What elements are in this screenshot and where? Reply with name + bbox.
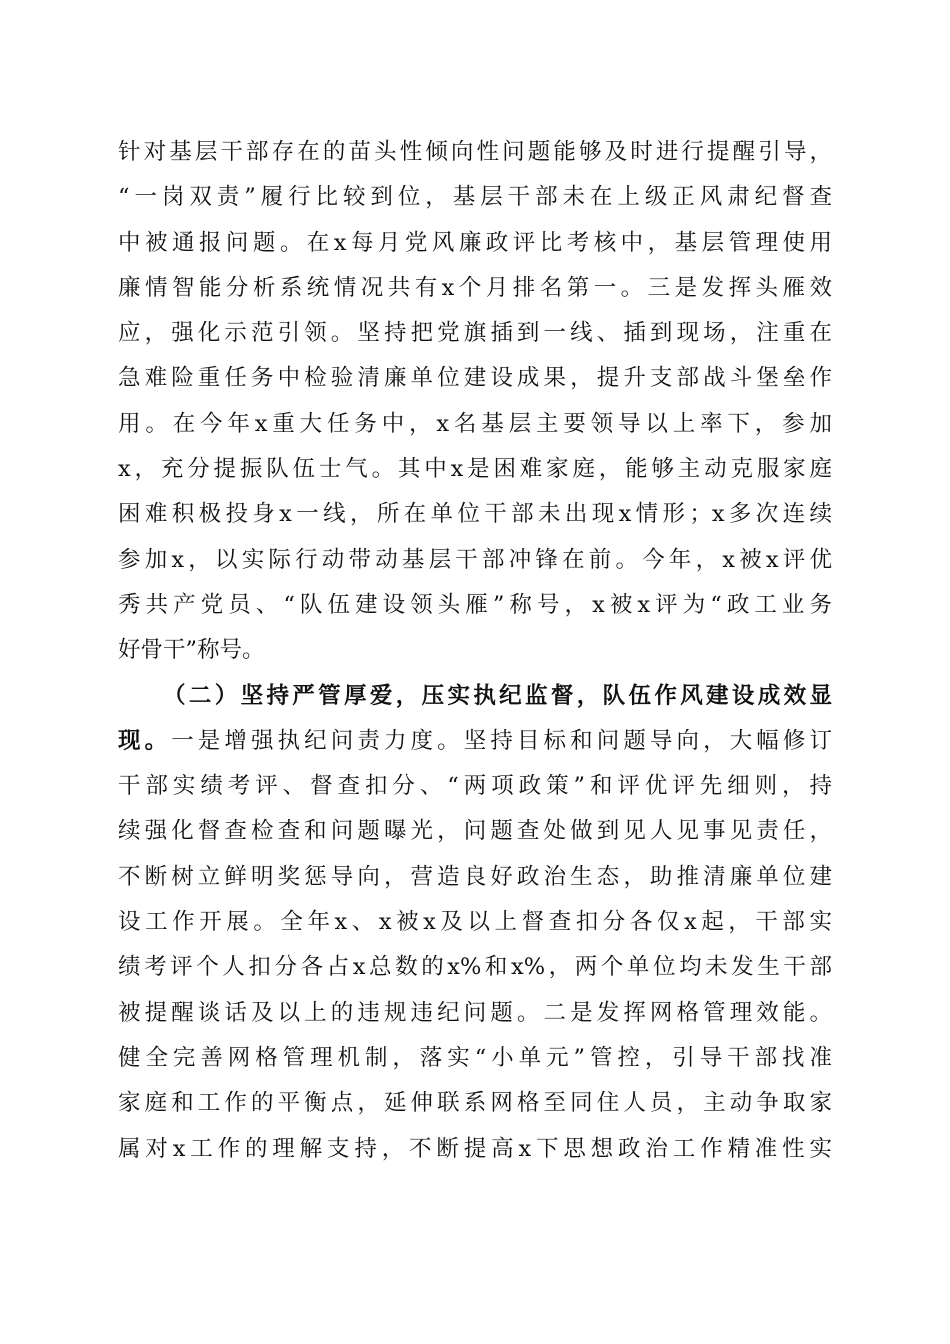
paragraph-line: 被提醒谈话及以上的违规违纪问题。二是发挥网格管理效能。 bbox=[118, 999, 832, 1026]
paragraph-line: 好骨干”称号。 bbox=[118, 637, 265, 664]
paragraph-line: 不断树立鲜明奖惩导向，营造良好政治生态，助推清廉单位建 bbox=[118, 863, 832, 890]
paragraph-line: 健全完善网格管理机制，落实“小单元”管控，引导干部找准 bbox=[118, 1044, 832, 1071]
paragraph-line: 用。在今年x重大任务中，x名基层主要领导以上率下，参加 bbox=[118, 410, 832, 437]
paragraph-line: 困难积极投身x一线，所在单位干部未出现x情形；x多次连续 bbox=[118, 501, 832, 528]
paragraph-line: 续强化督查检查和问题曝光，问题查处做到见人见事见责任， bbox=[118, 818, 832, 845]
paragraph-line: “一岗双责”履行比较到位，基层干部未在上级正风肃纪督查 bbox=[118, 184, 832, 211]
paragraph-line: 绩考评个人扣分各占x总数的x%和x%，两个单位均未发生干部 bbox=[118, 954, 832, 981]
paragraph-line: 属对x工作的理解支持，不断提高x下思想政治工作精准性实 bbox=[118, 1135, 832, 1162]
paragraph-line: 廉情智能分析系统情况共有x个月排名第一。三是发挥头雁效 bbox=[118, 274, 832, 301]
section-heading-continuation bbox=[118, 719, 832, 764]
paragraph-line: 干部实绩考评、督查扣分、“两项政策”和评优评先细则，持 bbox=[118, 773, 832, 800]
paragraph-line: 家庭和工作的平衡点，延伸联系网格至同住人员，主动争取家 bbox=[118, 1090, 832, 1117]
paragraph-line: 参加x，以实际行动带动基层干部冲锋在前。今年，x被x评优 bbox=[118, 546, 832, 573]
paragraph-line: 应，强化示范引领。坚持把党旗插到一线、插到现场，注重在 bbox=[118, 320, 832, 347]
paragraph-line: 针对基层干部存在的苗头性倾向性问题能够及时进行提醒引导， bbox=[118, 139, 832, 165]
section-heading: （二）坚持严管厚爱，压实执纪监督，队伍作风建设成效显 bbox=[163, 682, 832, 709]
paragraph-line: 急难险重任务中检验清廉单位建设成果，提升支部战斗堡垒作 bbox=[118, 365, 832, 392]
body-text bbox=[118, 130, 832, 1172]
section-heading-end: 现。 bbox=[118, 727, 172, 754]
paragraph-line: 中被通报问题。在x每月党风廉政评比考核中，基层管理使用 bbox=[118, 229, 832, 256]
paragraph-line: x，充分提振队伍士气。其中x是困难家庭，能够主动克服家庭 bbox=[118, 456, 832, 483]
paragraph-line: 设工作开展。全年x、x被x及以上督查扣分各仅x起，干部实 bbox=[118, 909, 832, 936]
paragraph-text: 一是增强执纪问责力度。坚持目标和问题导向，大幅修订 bbox=[171, 727, 832, 754]
paragraph-line: 秀共产党员、“队伍建设领头雁”称号，x被x评为“政工业务 bbox=[118, 591, 832, 618]
